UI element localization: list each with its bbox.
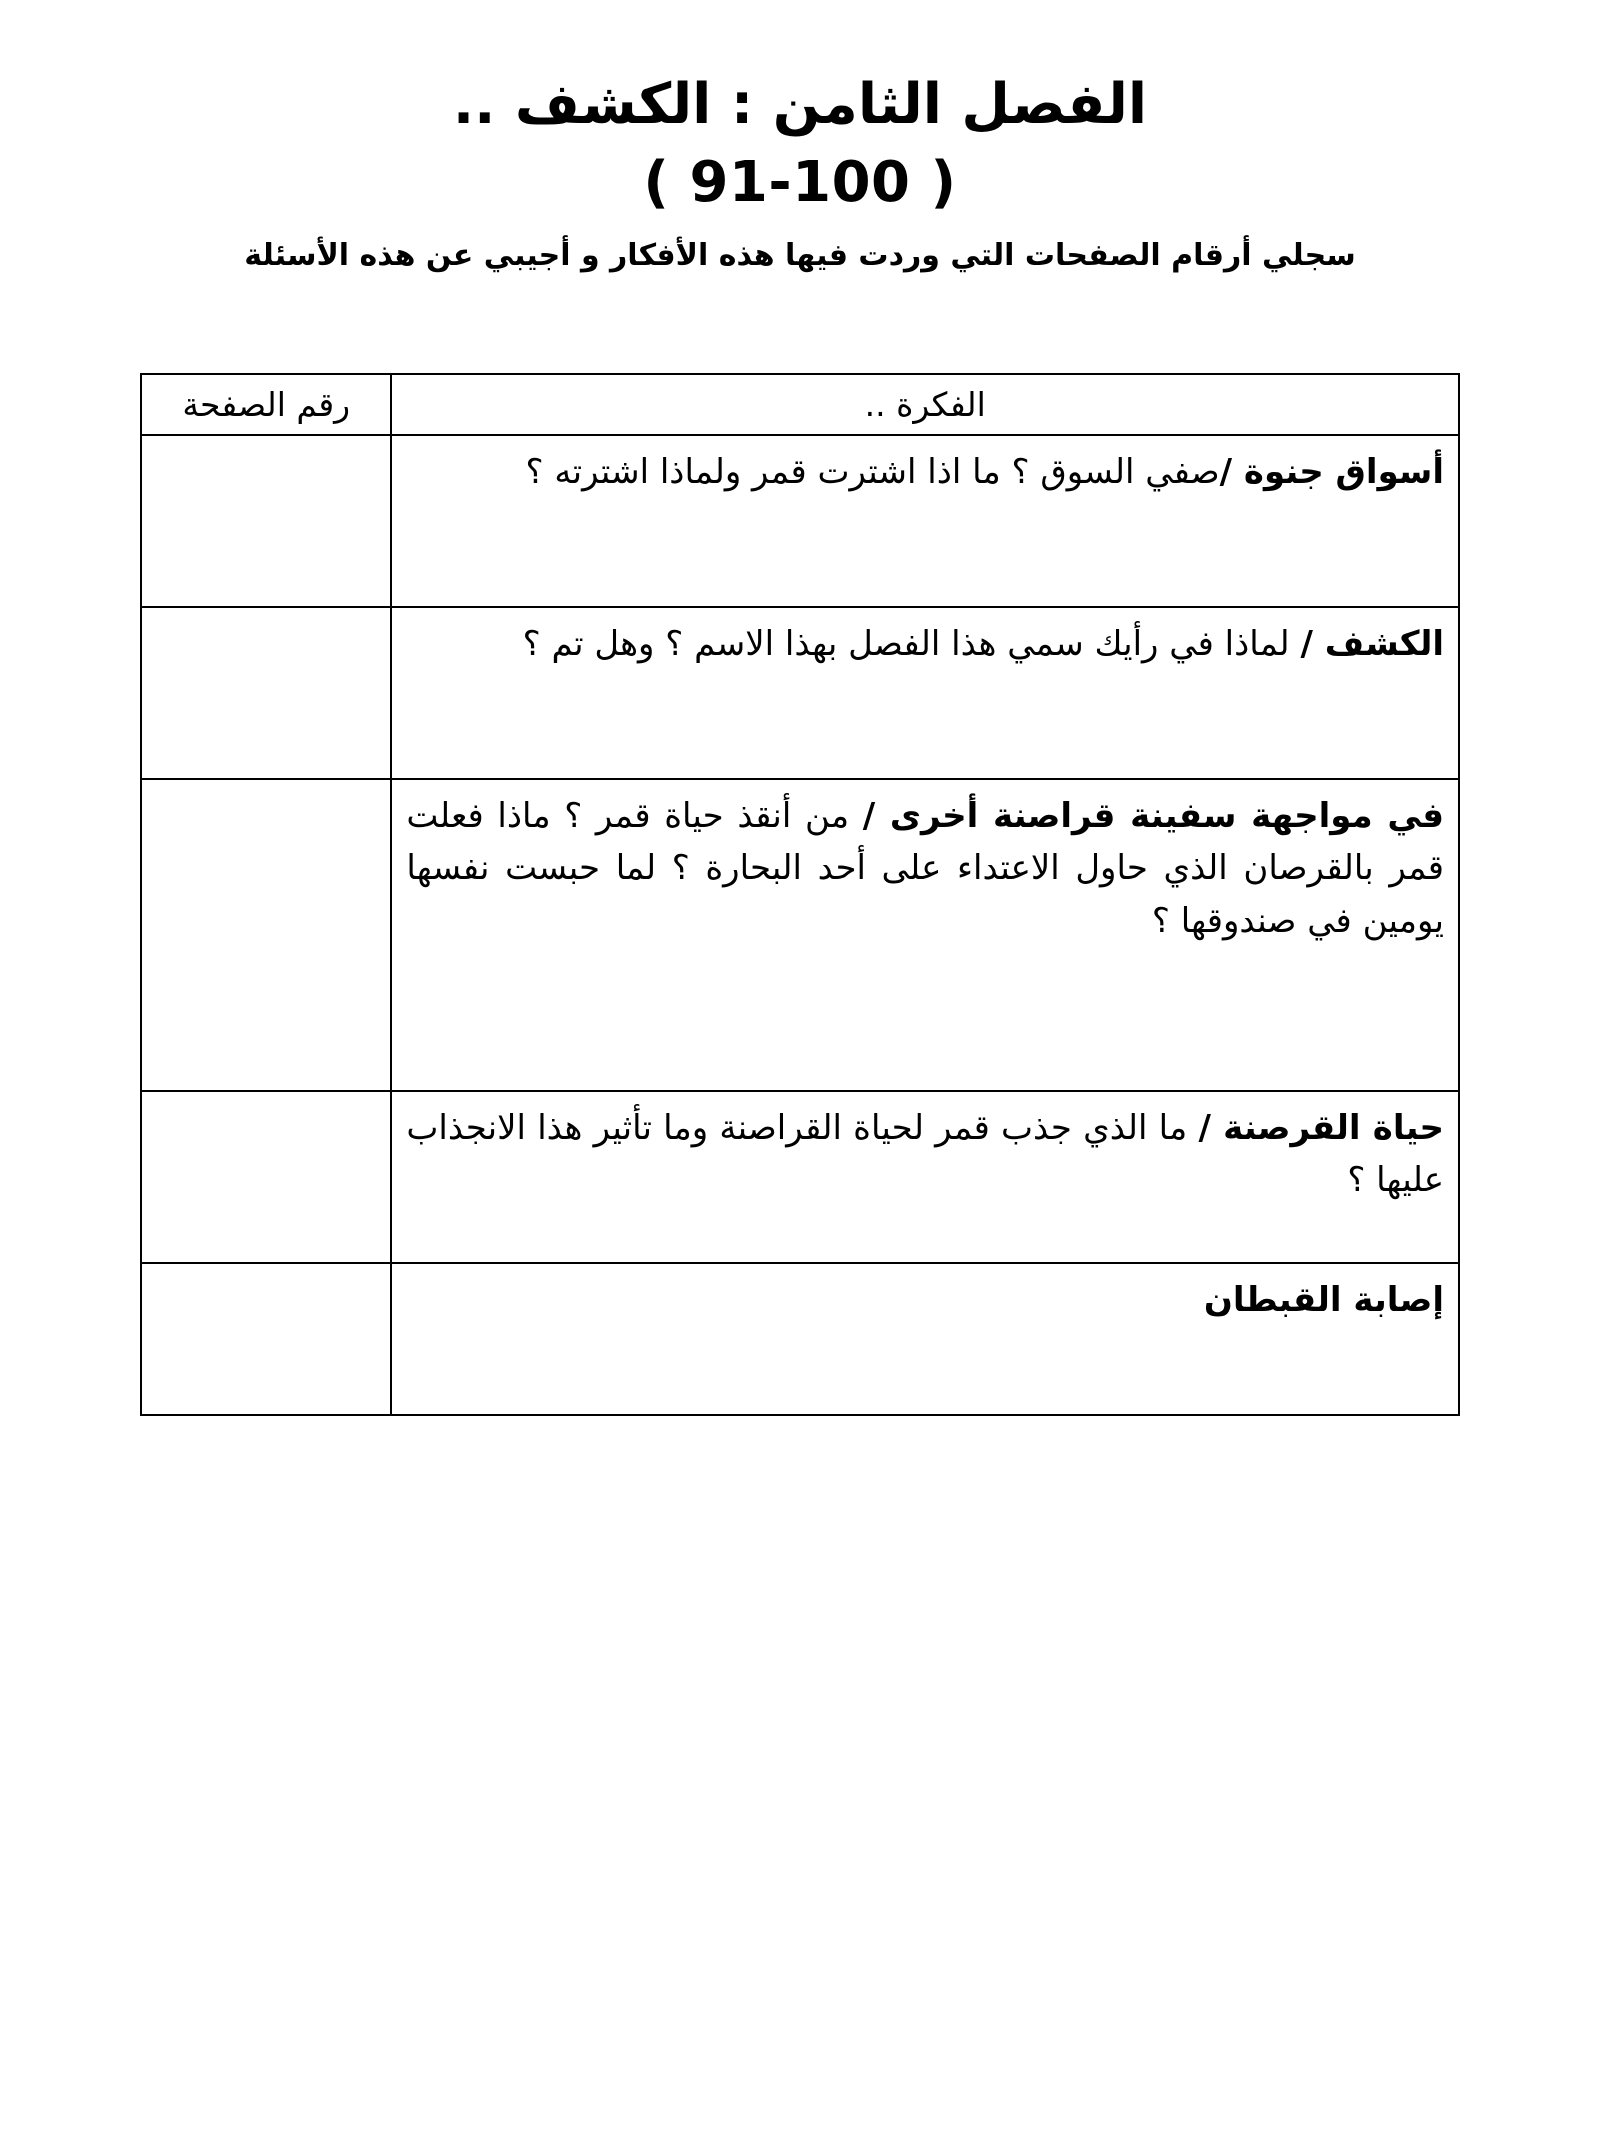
page-number-cell[interactable] [141,779,391,1091]
table-row [141,435,1459,607]
table-row [141,1263,1459,1415]
idea-cell [391,435,1459,607]
idea-lead: حياة القرصنة / [1198,1107,1444,1148]
table-body [141,435,1459,1415]
table-row [141,1091,1459,1263]
table-header [141,374,1459,435]
page-number-cell[interactable] [141,1263,391,1415]
page-title-line-2: ( 91-100 ) [643,150,957,215]
table-row [141,779,1459,1091]
page-title-line-1: الفصل الثامن : الكشف .. [452,72,1148,137]
idea-lead: في مواجهة سفينة قراصنة أخرى / [862,795,1445,836]
idea-cell [391,779,1459,1091]
idea-cell [391,607,1459,779]
table-header-row [141,374,1459,435]
idea-cell [391,1091,1459,1263]
page-number-cell[interactable] [141,435,391,607]
idea-text: صفي السوق ؟ ما اذا اشترت قمر ولماذا اشترته ؟ [525,451,1220,492]
idea-lead: الكشف / [1300,623,1444,664]
idea-lead: إصابة القبطان [1203,1279,1444,1320]
idea-text: من أنقذ حياة قمر ؟ ماذا فعلت قمر بالقرصان الذي حاول الاعتداء على أحد البحارة ؟ لما حبست نفسها يومين في صندوقها ؟ [406,795,1444,941]
column-header-page: رقم الصفحة [141,374,391,435]
page-subtitle: سجلي أرقام الصفحات التي وردت فيها هذه الأفكار و أجيبي عن هذه الأسئلة [244,238,1356,273]
ideas-table [140,373,1460,1416]
idea-cell [391,1263,1459,1415]
idea-text: لماذا في رأيك سمي هذا الفصل بهذا الاسم ؟ وهل تم ؟ [522,623,1290,664]
page-number-cell[interactable] [141,1091,391,1263]
table-row [141,607,1459,779]
ideas-table-wrapper [140,373,1460,1416]
idea-text: ما الذي جذب قمر لحياة القراصنة وما تأثير هذا الانجذاب عليها ؟ [406,1107,1444,1201]
page-title [140,70,1460,218]
column-header-idea: الفكرة .. [391,374,1459,435]
page-number-cell[interactable] [141,607,391,779]
idea-lead: أسواق جنوة / [1219,451,1444,492]
